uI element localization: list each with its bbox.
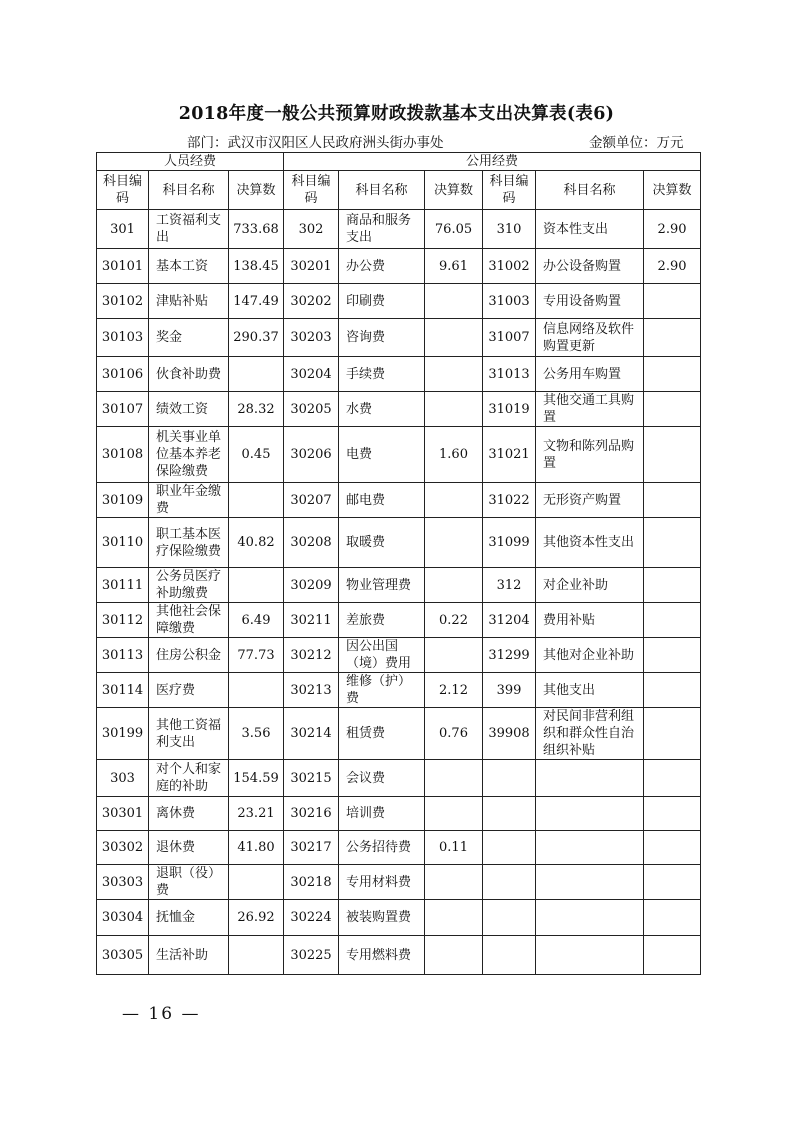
table-row xyxy=(97,427,701,483)
personnel-code-cell: 30112 xyxy=(97,603,149,638)
header-amount: 决算数 xyxy=(425,171,483,210)
capital-amount-cell xyxy=(644,760,701,797)
public-code-cell: 30217 xyxy=(284,831,339,865)
capital-amount-cell: 2.90 xyxy=(644,210,701,249)
personnel-amount-cell: 733.68 xyxy=(229,210,284,249)
public-amount-cell: 2.12 xyxy=(425,673,483,708)
table-row xyxy=(97,392,701,427)
capital-code-cell: 31002 xyxy=(483,249,536,284)
capital-code-cell: 31099 xyxy=(483,518,536,568)
public-code-cell: 30224 xyxy=(284,900,339,936)
personnel-amount-cell: 0.45 xyxy=(229,427,284,483)
personnel-amount-cell: 154.59 xyxy=(229,760,284,797)
capital-code-cell: 31013 xyxy=(483,357,536,392)
table-row xyxy=(97,319,701,357)
capital-code-cell: 31021 xyxy=(483,427,536,483)
capital-amount-cell xyxy=(644,568,701,603)
public-code-cell: 30211 xyxy=(284,603,339,638)
personnel-code-cell: 30113 xyxy=(97,638,149,673)
table-row xyxy=(97,831,701,865)
capital-code-cell: 31007 xyxy=(483,319,536,357)
public-code-cell: 30204 xyxy=(284,357,339,392)
personnel-code-cell: 303 xyxy=(97,760,149,797)
capital-name-cell: 对民间非营利组织和群众性自治组织补贴 xyxy=(536,708,644,760)
personnel-name-cell: 伙食补助费 xyxy=(149,357,229,392)
personnel-name-cell: 职业年金缴费 xyxy=(149,483,229,518)
capital-amount-cell xyxy=(644,483,701,518)
table-row xyxy=(97,483,701,518)
public-amount-cell xyxy=(425,568,483,603)
personnel-code-cell: 30101 xyxy=(97,249,149,284)
public-code-cell: 30201 xyxy=(284,249,339,284)
table-row xyxy=(97,518,701,568)
public-amount-cell xyxy=(425,518,483,568)
capital-name-cell xyxy=(536,865,644,900)
public-name-cell: 商品和服务支出 xyxy=(339,210,425,249)
personnel-amount-cell xyxy=(229,483,284,518)
public-name-cell: 取暖费 xyxy=(339,518,425,568)
header-name: 科目名称 xyxy=(339,171,425,210)
capital-code-cell: 312 xyxy=(483,568,536,603)
public-code-cell: 30218 xyxy=(284,865,339,900)
personnel-name-cell: 基本工资 xyxy=(149,249,229,284)
capital-amount-cell xyxy=(644,900,701,936)
public-amount-cell xyxy=(425,900,483,936)
table-row xyxy=(97,210,701,249)
personnel-name-cell: 退休费 xyxy=(149,831,229,865)
public-code-cell: 30212 xyxy=(284,638,339,673)
public-code-cell: 30225 xyxy=(284,936,339,975)
personnel-code-cell: 30305 xyxy=(97,936,149,975)
table-row xyxy=(97,568,701,603)
capital-code-cell: 399 xyxy=(483,673,536,708)
personnel-code-cell: 30303 xyxy=(97,865,149,900)
capital-code-cell xyxy=(483,760,536,797)
personnel-amount-cell: 138.45 xyxy=(229,249,284,284)
public-code-cell: 30216 xyxy=(284,797,339,831)
personnel-name-cell: 住房公积金 xyxy=(149,638,229,673)
public-code-cell: 30215 xyxy=(284,760,339,797)
public-amount-cell xyxy=(425,797,483,831)
capital-amount-cell xyxy=(644,319,701,357)
personnel-code-cell: 30111 xyxy=(97,568,149,603)
capital-code-cell xyxy=(483,936,536,975)
personnel-name-cell: 生活补助 xyxy=(149,936,229,975)
header-amount: 决算数 xyxy=(229,171,284,210)
personnel-name-cell: 退职（役）费 xyxy=(149,865,229,900)
table-row xyxy=(97,760,701,797)
section-personnel: 人员经费 xyxy=(97,153,284,171)
public-amount-cell xyxy=(425,638,483,673)
personnel-amount-cell xyxy=(229,357,284,392)
capital-amount-cell xyxy=(644,831,701,865)
personnel-amount-cell: 40.82 xyxy=(229,518,284,568)
capital-name-cell: 对企业补助 xyxy=(536,568,644,603)
public-amount-cell: 0.11 xyxy=(425,831,483,865)
table-row xyxy=(97,900,701,936)
capital-name-cell xyxy=(536,797,644,831)
capital-amount-cell xyxy=(644,357,701,392)
personnel-amount-cell xyxy=(229,865,284,900)
personnel-code-cell: 30110 xyxy=(97,518,149,568)
table-row xyxy=(97,797,701,831)
personnel-amount-cell: 290.37 xyxy=(229,319,284,357)
header-name: 科目名称 xyxy=(149,171,229,210)
capital-name-cell: 信息网络及软件购置更新 xyxy=(536,319,644,357)
public-amount-cell xyxy=(425,483,483,518)
capital-amount-cell xyxy=(644,603,701,638)
personnel-code-cell: 30109 xyxy=(97,483,149,518)
capital-name-cell xyxy=(536,900,644,936)
capital-name-cell: 其他交通工具购置 xyxy=(536,392,644,427)
capital-amount-cell xyxy=(644,936,701,975)
table-row xyxy=(97,603,701,638)
table-row xyxy=(97,638,701,673)
capital-amount-cell xyxy=(644,865,701,900)
capital-code-cell: 31022 xyxy=(483,483,536,518)
table-row xyxy=(97,865,701,900)
public-name-cell: 电费 xyxy=(339,427,425,483)
capital-name-cell: 办公设备购置 xyxy=(536,249,644,284)
capital-code-cell xyxy=(483,797,536,831)
public-name-cell: 公务招待费 xyxy=(339,831,425,865)
capital-name-cell: 其他对企业补助 xyxy=(536,638,644,673)
page-number: — 16 — xyxy=(122,1004,201,1024)
public-name-cell: 专用燃料费 xyxy=(339,936,425,975)
table-row xyxy=(97,673,701,708)
capital-name-cell: 公务用车购置 xyxy=(536,357,644,392)
section-public: 公用经费 xyxy=(284,153,701,171)
public-name-cell: 咨询费 xyxy=(339,319,425,357)
capital-code-cell: 310 xyxy=(483,210,536,249)
personnel-name-cell: 工资福利支出 xyxy=(149,210,229,249)
personnel-amount-cell: 77.73 xyxy=(229,638,284,673)
public-amount-cell: 1.60 xyxy=(425,427,483,483)
capital-amount-cell xyxy=(644,638,701,673)
capital-name-cell xyxy=(536,760,644,797)
public-amount-cell: 0.76 xyxy=(425,708,483,760)
public-code-cell: 30208 xyxy=(284,518,339,568)
personnel-code-cell: 30108 xyxy=(97,427,149,483)
capital-code-cell: 31204 xyxy=(483,603,536,638)
personnel-code-cell: 30107 xyxy=(97,392,149,427)
capital-code-cell: 39908 xyxy=(483,708,536,760)
public-code-cell: 30202 xyxy=(284,284,339,319)
personnel-name-cell: 离休费 xyxy=(149,797,229,831)
column-header-row xyxy=(97,171,701,210)
public-name-cell: 印刷费 xyxy=(339,284,425,319)
public-name-cell: 维修（护）费 xyxy=(339,673,425,708)
public-amount-cell xyxy=(425,392,483,427)
public-code-cell: 30207 xyxy=(284,483,339,518)
personnel-code-cell: 30114 xyxy=(97,673,149,708)
public-name-cell: 办公费 xyxy=(339,249,425,284)
personnel-amount-cell: 28.32 xyxy=(229,392,284,427)
personnel-code-cell: 30103 xyxy=(97,319,149,357)
personnel-amount-cell: 147.49 xyxy=(229,284,284,319)
personnel-code-cell: 30199 xyxy=(97,708,149,760)
capital-amount-cell: 2.90 xyxy=(644,249,701,284)
capital-amount-cell xyxy=(644,708,701,760)
personnel-code-cell: 30102 xyxy=(97,284,149,319)
public-amount-cell: 0.22 xyxy=(425,603,483,638)
header-code: 科目编码 xyxy=(483,171,536,210)
public-amount-cell xyxy=(425,319,483,357)
public-code-cell: 30214 xyxy=(284,708,339,760)
capital-amount-cell xyxy=(644,673,701,708)
public-amount-cell xyxy=(425,936,483,975)
public-name-cell: 水费 xyxy=(339,392,425,427)
public-name-cell: 邮电费 xyxy=(339,483,425,518)
public-amount-cell xyxy=(425,865,483,900)
public-name-cell: 因公出国（境）费用 xyxy=(339,638,425,673)
capital-code-cell xyxy=(483,831,536,865)
department-label: 部门：武汉市汉阳区人民政府洲头街办事处 xyxy=(187,135,444,151)
capital-code-cell xyxy=(483,900,536,936)
table-row xyxy=(97,936,701,975)
public-code-cell: 30209 xyxy=(284,568,339,603)
public-name-cell: 物业管理费 xyxy=(339,568,425,603)
personnel-amount-cell: 6.49 xyxy=(229,603,284,638)
capital-name-cell: 专用设备购置 xyxy=(536,284,644,319)
public-name-cell: 手续费 xyxy=(339,357,425,392)
capital-code-cell: 31003 xyxy=(483,284,536,319)
personnel-name-cell: 绩效工资 xyxy=(149,392,229,427)
table-row xyxy=(97,249,701,284)
personnel-amount-cell xyxy=(229,936,284,975)
header-code: 科目编码 xyxy=(97,171,149,210)
header-amount: 决算数 xyxy=(644,171,701,210)
capital-name-cell xyxy=(536,831,644,865)
public-name-cell: 被装购置费 xyxy=(339,900,425,936)
personnel-name-cell: 公务员医疗补助缴费 xyxy=(149,568,229,603)
personnel-name-cell: 其他工资福利支出 xyxy=(149,708,229,760)
personnel-code-cell: 30106 xyxy=(97,357,149,392)
header-name: 科目名称 xyxy=(536,171,644,210)
header-code: 科目编码 xyxy=(284,171,339,210)
table-row xyxy=(97,708,701,760)
personnel-code-cell: 30304 xyxy=(97,900,149,936)
personnel-code-cell: 30301 xyxy=(97,797,149,831)
capital-name-cell: 资本性支出 xyxy=(536,210,644,249)
public-name-cell: 租赁费 xyxy=(339,708,425,760)
personnel-code-cell: 30302 xyxy=(97,831,149,865)
personnel-amount-cell: 23.21 xyxy=(229,797,284,831)
personnel-code-cell: 301 xyxy=(97,210,149,249)
table-row xyxy=(97,284,701,319)
capital-code-cell: 31299 xyxy=(483,638,536,673)
public-name-cell: 差旅费 xyxy=(339,603,425,638)
capital-name-cell: 无形资产购置 xyxy=(536,483,644,518)
section-header-row xyxy=(97,153,701,171)
personnel-name-cell: 机关事业单位基本养老保险缴费 xyxy=(149,427,229,483)
public-code-cell: 302 xyxy=(284,210,339,249)
public-name-cell: 培训费 xyxy=(339,797,425,831)
capital-name-cell: 其他支出 xyxy=(536,673,644,708)
capital-code-cell xyxy=(483,865,536,900)
public-name-cell: 专用材料费 xyxy=(339,865,425,900)
capital-amount-cell xyxy=(644,427,701,483)
personnel-name-cell: 津贴补贴 xyxy=(149,284,229,319)
personnel-name-cell: 医疗费 xyxy=(149,673,229,708)
personnel-amount-cell xyxy=(229,568,284,603)
capital-name-cell: 其他资本性支出 xyxy=(536,518,644,568)
public-amount-cell xyxy=(425,284,483,319)
capital-amount-cell xyxy=(644,392,701,427)
personnel-amount-cell: 3.56 xyxy=(229,708,284,760)
personnel-amount-cell xyxy=(229,673,284,708)
table-row xyxy=(97,357,701,392)
capital-name-cell: 文物和陈列品购置 xyxy=(536,427,644,483)
public-amount-cell: 76.05 xyxy=(425,210,483,249)
personnel-name-cell: 抚恤金 xyxy=(149,900,229,936)
personnel-name-cell: 职工基本医疗保险缴费 xyxy=(149,518,229,568)
personnel-amount-cell: 26.92 xyxy=(229,900,284,936)
capital-code-cell: 31019 xyxy=(483,392,536,427)
personnel-amount-cell: 41.80 xyxy=(229,831,284,865)
capital-amount-cell xyxy=(644,797,701,831)
capital-name-cell xyxy=(536,936,644,975)
public-amount-cell xyxy=(425,760,483,797)
public-code-cell: 30203 xyxy=(284,319,339,357)
public-amount-cell xyxy=(425,357,483,392)
personnel-name-cell: 其他社会保障缴费 xyxy=(149,603,229,638)
unit-label: 金额单位：万元 xyxy=(589,135,684,151)
budget-table xyxy=(96,152,701,975)
page-title: 2018年度一般公共预算财政拨款基本支出决算表(表6) xyxy=(178,104,615,124)
personnel-name-cell: 对个人和家庭的补助 xyxy=(149,760,229,797)
public-code-cell: 30213 xyxy=(284,673,339,708)
capital-amount-cell xyxy=(644,518,701,568)
table-meta xyxy=(0,131,793,149)
capital-name-cell: 费用补贴 xyxy=(536,603,644,638)
personnel-name-cell: 奖金 xyxy=(149,319,229,357)
capital-amount-cell xyxy=(644,284,701,319)
public-name-cell: 会议费 xyxy=(339,760,425,797)
public-amount-cell: 9.61 xyxy=(425,249,483,284)
public-code-cell: 30205 xyxy=(284,392,339,427)
public-code-cell: 30206 xyxy=(284,427,339,483)
